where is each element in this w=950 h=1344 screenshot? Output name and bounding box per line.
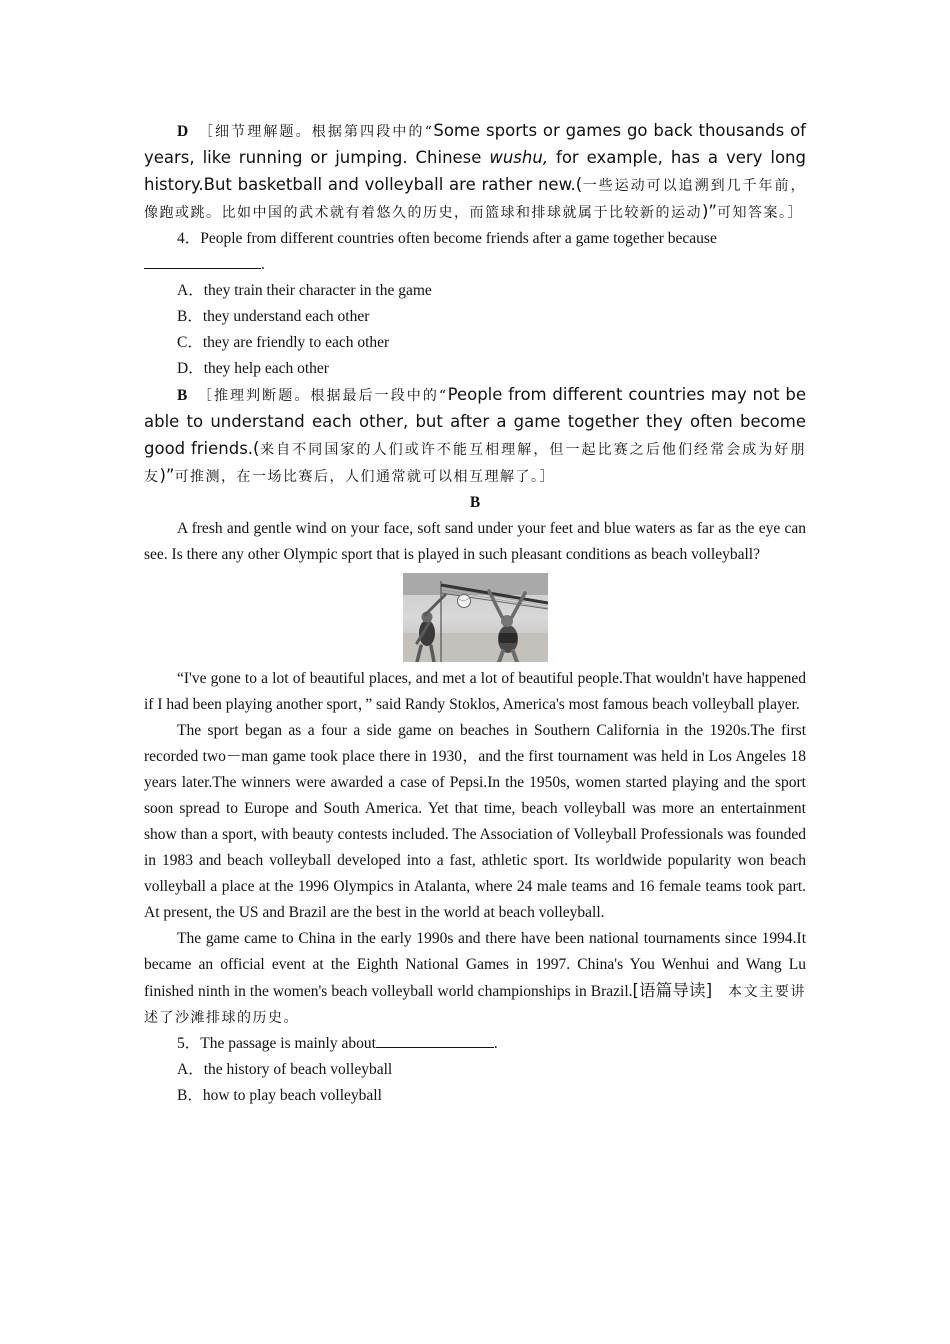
answer-blank [144, 254, 261, 269]
reading-guide-label: [语篇导读] [632, 981, 713, 1000]
q4-option-c: C．they are friendly to each other [177, 334, 390, 351]
photo-container [144, 573, 806, 662]
question-5-stem: 5．The passage is mainly about . [177, 1035, 498, 1052]
answer-letter: B [177, 387, 188, 404]
q4-option-d: D．they help each other [177, 360, 329, 377]
beach-volleyball-photo [403, 573, 548, 662]
document-page [144, 118, 806, 1109]
q5-option-a: A．the history of beach volleyball [177, 1061, 393, 1078]
q3-answer-explanation: D ［细节理解题。根据第四段中的“Some sports or games go back thousands of years, like running or jumping. Chinese wushu, for example, has a very long history.But basketball and volleyball are rather new.(一些运动可以追溯到几千年前，像跑或跳。比如中国的武术就有着悠久的历史，而篮球和排球就属于比较新的运动)”可知答案。］ [144, 121, 806, 221]
passage-paragraph-2: “I've gone to a lot of beautiful places, and met a lot of beautiful people.That wouldn't have happened if I had been playing another sport，” said Randy Stoklos, America's most famous beach volleyball player. [144, 670, 806, 713]
section-heading: B [469, 494, 481, 511]
passage-paragraph-1: A fresh and gentle wind on your face, soft sand under your feet and blue waters as far as the eye can see. Is there any other Olympic sport that is played in such pleasant conditions as beach volleyball? [144, 520, 806, 563]
q4-answer-explanation: B ［推理判断题。根据最后一段中的“People from different countries may not be able to understand each other, but after a game together they often become good friends.(来自不同国家的人们或许不能互相理解，但一起比赛之后他们经常会成为好朋友)”可推测，在一场比赛后，人们通常就可以相互理解了。］ [144, 385, 807, 485]
answer-blank [376, 1033, 494, 1048]
passage-paragraph-4: The game came to China in the early 1990s and there have been national tournaments since 1994.It became an official event at the Eighth National Games in 1997. China's You Wenhui and Wang Lu finished ninth in the women's beach volleyball world championships in Brazil.[语篇导读] 本文主要讲述了沙滩排球的历史。 [144, 930, 807, 1026]
reading-guide-text: 本文主要讲述了沙滩排球的历史。 [144, 984, 807, 1026]
q4-option-b: B．they understand each other [177, 308, 370, 325]
question-4-stem: 4．People from different countries often become friends after a game together because . [144, 226, 806, 278]
q5-option-b: B．how to play beach volleyball [177, 1087, 382, 1104]
passage-paragraph-3: The sport began as a four a side game on beaches in Southern California in the 1920s.The first recorded two－man game took place there in 1930，and the first tournament was held in Los Angeles 18 years later.The winners were awarded a case of Pepsi.In the 1950s, women started playing and the sport soon spread to Europe and South America. Yet that time, beach volleyball was more an entertainment show than a sport, with beauty contests included. The Association of Volleyball Professionals was founded in 1983 and beach volleyball developed into a fast, athletic sport. Its worldwide popularity won beach volleyball a place at the 1996 Olympics in Atalanta, where 24 male teams and 16 female teams took part. At present, the US and Brazil are the best in the world at beach volleyball. [144, 722, 806, 921]
q4-option-a: A．they train their character in the game [177, 282, 432, 299]
answer-letter: D [177, 123, 189, 140]
